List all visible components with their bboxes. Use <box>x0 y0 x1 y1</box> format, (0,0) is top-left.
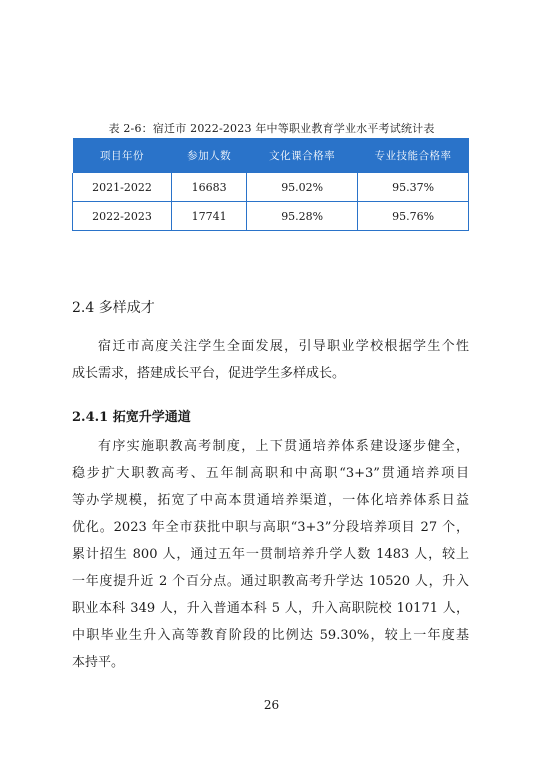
subsection-paragraph <box>72 433 469 676</box>
header-participants: 参加人数 <box>172 138 247 173</box>
cell-participants: 17741 <box>172 202 247 231</box>
paragraph-line: 有序实施职教高考制度，上下贯通培养体系建设逐步健全， <box>98 439 469 454</box>
section-paragraph <box>72 333 469 387</box>
paragraph-line: 优化。2023 年全市获批中职与高职“3+3”分段培养项目 27 个， <box>72 520 469 535</box>
subsection-heading: 2.4.1 拓宽升学通道 <box>72 410 191 425</box>
table-caption: 表 2-6：宿迁市 2022-2023 年中等职业教育学业水平考试统计表 <box>108 122 435 135</box>
paragraph-line: 中职毕业生升入高等教育阶段的比例达 59.30%，较上一年度基 <box>72 628 469 643</box>
header-year: 项目年份 <box>73 138 172 173</box>
table-row <box>73 173 469 202</box>
paragraph-line: 累计招生 800 人，通过五年一贯制培养升学人数 1483 人，较上 <box>72 547 469 562</box>
paragraph-line: 职业本科 349 人，升入普通本科 5 人，升入高职院校 10171 人， <box>72 601 469 616</box>
cell-year: 2021-2022 <box>73 173 172 202</box>
paragraph-line: 一年度提升近 2 个百分点。通过职教高考升学达 10520 人，升入 <box>72 574 469 589</box>
header-culture-pass-rate: 文化课合格率 <box>247 138 358 173</box>
table-header-row <box>73 138 469 173</box>
header-skill-pass-rate: 专业技能合格率 <box>358 138 469 173</box>
cell-culture-pass-rate: 95.28% <box>247 202 358 231</box>
cell-year: 2022-2023 <box>73 202 172 231</box>
statistics-table <box>72 138 469 231</box>
page-number: 26 <box>263 698 280 712</box>
table-row <box>73 202 469 231</box>
paragraph-line: 等办学规模，拓宽了中高本贯通培养渠道，一体化培养体系日益 <box>72 493 469 508</box>
cell-skill-pass-rate: 95.76% <box>358 202 469 231</box>
section-heading: 2.4 多样成才 <box>72 300 155 316</box>
paragraph-line: 稳步扩大职教高考、五年制高职和中高职“3+3”贯通培养项目 <box>72 466 469 481</box>
cell-skill-pass-rate: 95.37% <box>358 173 469 202</box>
cell-participants: 16683 <box>172 173 247 202</box>
cell-culture-pass-rate: 95.02% <box>247 173 358 202</box>
paragraph-line: 本持平。 <box>72 655 125 670</box>
paragraph-line: 成长需求，搭建成长平台，促进学生多样成长。 <box>72 366 346 381</box>
paragraph-line: 宿迁市高度关注学生全面发展，引导职业学校根据学生个性 <box>98 339 469 354</box>
